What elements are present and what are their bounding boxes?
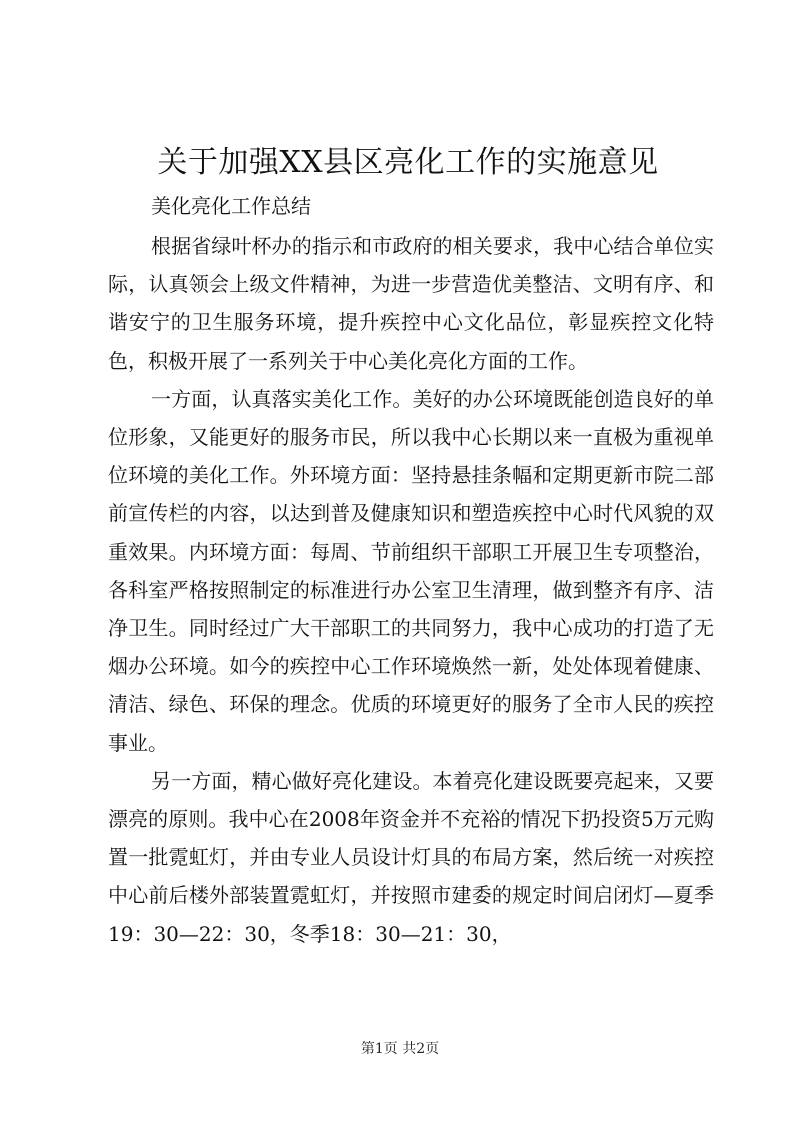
paragraph-lighting: 另一方面，精心做好亮化建设。本着亮化建设既要亮起来，又要漂亮的原则。我中心在2008年资金并不充裕的情况下扔投资5万元购置一批霓虹灯，并由专业人员设计灯具的布局方案，然后统一对疾控中心前后楼外部装置霓虹灯，并按照市建委的规定时间启闭灯—夏季19：30—22：30，冬季18：30—21：30， <box>108 768 714 946</box>
document-subtitle: 美化亮化工作总结 <box>151 194 311 218</box>
document-body <box>108 227 714 953</box>
paragraph-beautification: 一方面，认真落实美化工作。美好的办公环境既能创造良好的单位形象，又能更好的服务市民，所以我中心长期以来一直极为重视单位环境的美化工作。外环境方面：坚持悬挂条幅和定期更新市院二部前宣传栏的内容，以达到普及健康知识和塑造疾控中心时代风貌的双重效果。内环境方面：每周、节前组织干部职工开展卫生专项整治，各科室严格按照制定的标准进行办公室卫生清理，做到整齐有序、洁净卫生。同时经过广大干部职工的共同努力，我中心成功的打造了无烟办公环境。如今的疾控中心工作环境焕然一新，处处体现着健康、清洁、绿色、环保的理念。优质的环境更好的服务了全市人民的疾控事业。 <box>108 386 714 755</box>
document-title: 关于加强XX县区亮化工作的实施意见 <box>157 145 659 180</box>
page-number-footer: 第1页 共2页 <box>360 1041 440 1057</box>
paragraph-intro: 根据省绿叶杯办的指示和市政府的相关要求，我中心结合单位实际，认真领会上级文件精神，为进一步营造优美整洁、文明有序、和谐安宁的卫生服务环境，提升疾控中心文化品位，彰显疾控文化特色，积极开展了一系列关于中心美化亮化方面的工作。 <box>108 234 714 373</box>
